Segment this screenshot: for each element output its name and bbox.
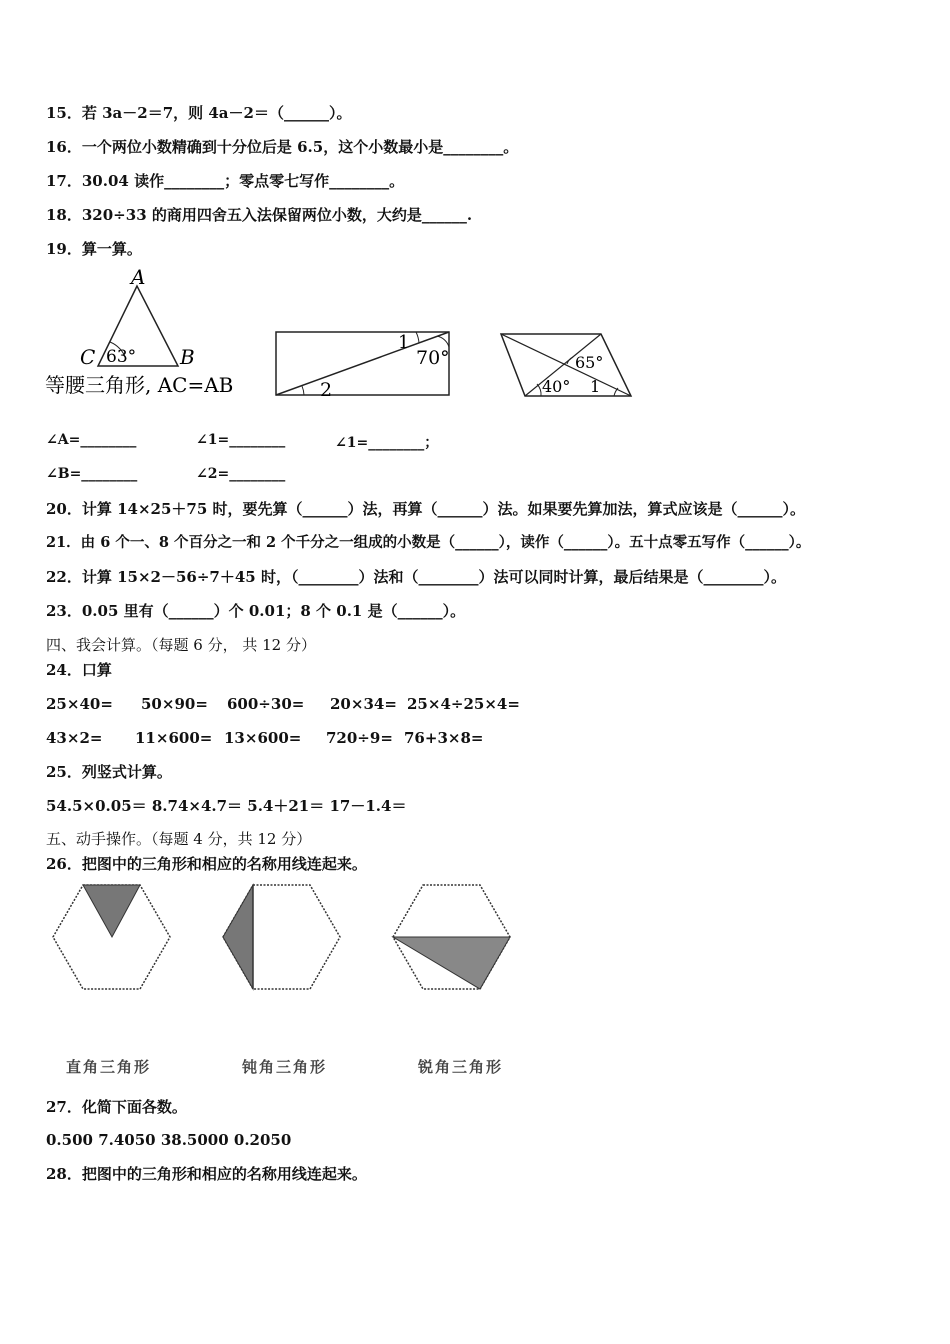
section-4-heading: 四、我会计算。（每题 6 分， 共 12 分） bbox=[46, 636, 316, 654]
angle-2-label: 2 bbox=[320, 379, 333, 401]
isosceles-triangle-figure bbox=[40, 264, 260, 404]
hexagon-obtuse-figure bbox=[388, 880, 518, 995]
question-19: 19．算一算。 bbox=[46, 240, 142, 258]
rectangle-diagonal-figure bbox=[270, 326, 460, 406]
question-28: 28．把图中的三角形和相应的名称用线连起来。 bbox=[46, 1165, 367, 1183]
question-22: 22．计算 15×2－56÷7＋45 时，（________）法和（________）法可以同时计算，最后结果是（________）。 bbox=[46, 568, 786, 586]
vertex-a-label: A bbox=[131, 265, 146, 289]
answer-angle-1-para: ∠1=________； bbox=[335, 435, 439, 451]
shaded-triangle bbox=[223, 885, 253, 989]
calc-item: 600÷30= bbox=[227, 695, 305, 713]
angle-1-arc bbox=[416, 332, 419, 343]
question-15: 15．若 3a－2＝7，则 4a－2＝（______）。 bbox=[46, 104, 352, 122]
calc-item: 76+3×8= bbox=[404, 729, 484, 747]
hexagon-acute-figure bbox=[48, 880, 178, 995]
angle-63-label: 63° bbox=[106, 347, 137, 367]
section-5-heading: 五、动手操作。（每题 4 分，共 12 分） bbox=[46, 830, 312, 848]
calc-item: 25×4÷25×4= bbox=[407, 695, 520, 713]
calc-item: 25×40= bbox=[46, 695, 113, 713]
answer-angle-a: ∠A=________ bbox=[46, 432, 137, 448]
figure-caption: 等腰三角形, AC=AB bbox=[45, 373, 234, 397]
question-20: 20．计算 14×25＋75 时，要先算（______）法，再算（______）法。如果要先算加法，算式应该是（______）。 bbox=[46, 500, 806, 518]
calc-item: 11×600= bbox=[135, 729, 213, 747]
calc-item: 720÷9= bbox=[326, 729, 393, 747]
angle-1-label: 1 bbox=[590, 377, 601, 396]
label-right-triangle: 直角三角形 bbox=[66, 1058, 152, 1076]
label-obtuse-triangle: 钝角三角形 bbox=[242, 1058, 328, 1076]
question-16: 16．一个两位小数精确到十分位后是 6.5，这个小数最小是________。 bbox=[46, 138, 519, 156]
angle-70-label: 70° bbox=[416, 347, 450, 369]
angle-1-label: 1 bbox=[398, 332, 410, 353]
answer-angle-2: ∠2=________ bbox=[196, 466, 286, 482]
vertex-c-label: C bbox=[80, 345, 96, 369]
label-acute-triangle: 锐角三角形 bbox=[418, 1058, 504, 1076]
vertex-b-label: B bbox=[180, 345, 195, 369]
question-23: 23．0.05 里有（______）个 0.01；8 个 0.1 是（______）。 bbox=[46, 602, 466, 620]
calc-row-2 bbox=[46, 728, 483, 748]
calc-item: 13×600= bbox=[224, 729, 302, 747]
question-17: 17．30.04 读作________；零点零七写作________。 bbox=[46, 172, 405, 190]
question-21: 21．由 6 个一、8 个百分之一和 2 个千分之一组成的小数是（______），读作（______）。五十点零五写作（______）。 bbox=[46, 534, 811, 551]
angle-40-label: 40° bbox=[542, 377, 571, 396]
calc-item: 20×34= bbox=[330, 695, 397, 713]
calc-item: 50×90= bbox=[141, 695, 208, 713]
angle-2-arc bbox=[302, 386, 304, 395]
question-24: 24．口算 bbox=[46, 661, 112, 679]
angle-70-arc bbox=[437, 336, 449, 347]
answer-angle-1-rect: ∠1=________ bbox=[196, 432, 286, 448]
parallelogram-figure bbox=[494, 326, 639, 406]
answer-angle-b: ∠B=________ bbox=[46, 466, 138, 482]
shaded-triangle bbox=[393, 937, 510, 989]
question-27: 27．化简下面各数。 bbox=[46, 1098, 187, 1116]
calc-row-1 bbox=[46, 694, 520, 714]
hexagon-right-figure bbox=[218, 880, 348, 995]
shaded-triangle bbox=[83, 885, 140, 937]
vertical-calc-items: 54.5×0.05＝ 8.74×4.7＝ 5.4＋21＝ 17－1.4＝ bbox=[46, 797, 407, 815]
question-18: 18．320÷33 的商用四舍五入法保留两位小数，大约是______. bbox=[46, 206, 473, 224]
question-26: 26．把图中的三角形和相应的名称用线连起来。 bbox=[46, 855, 367, 873]
question-25: 25．列竖式计算。 bbox=[46, 763, 172, 781]
calc-item: 43×2= bbox=[46, 729, 103, 747]
angle-65-label: 65° bbox=[575, 353, 604, 372]
simplify-items: 0.500 7.4050 38.5000 0.2050 bbox=[46, 1131, 292, 1149]
